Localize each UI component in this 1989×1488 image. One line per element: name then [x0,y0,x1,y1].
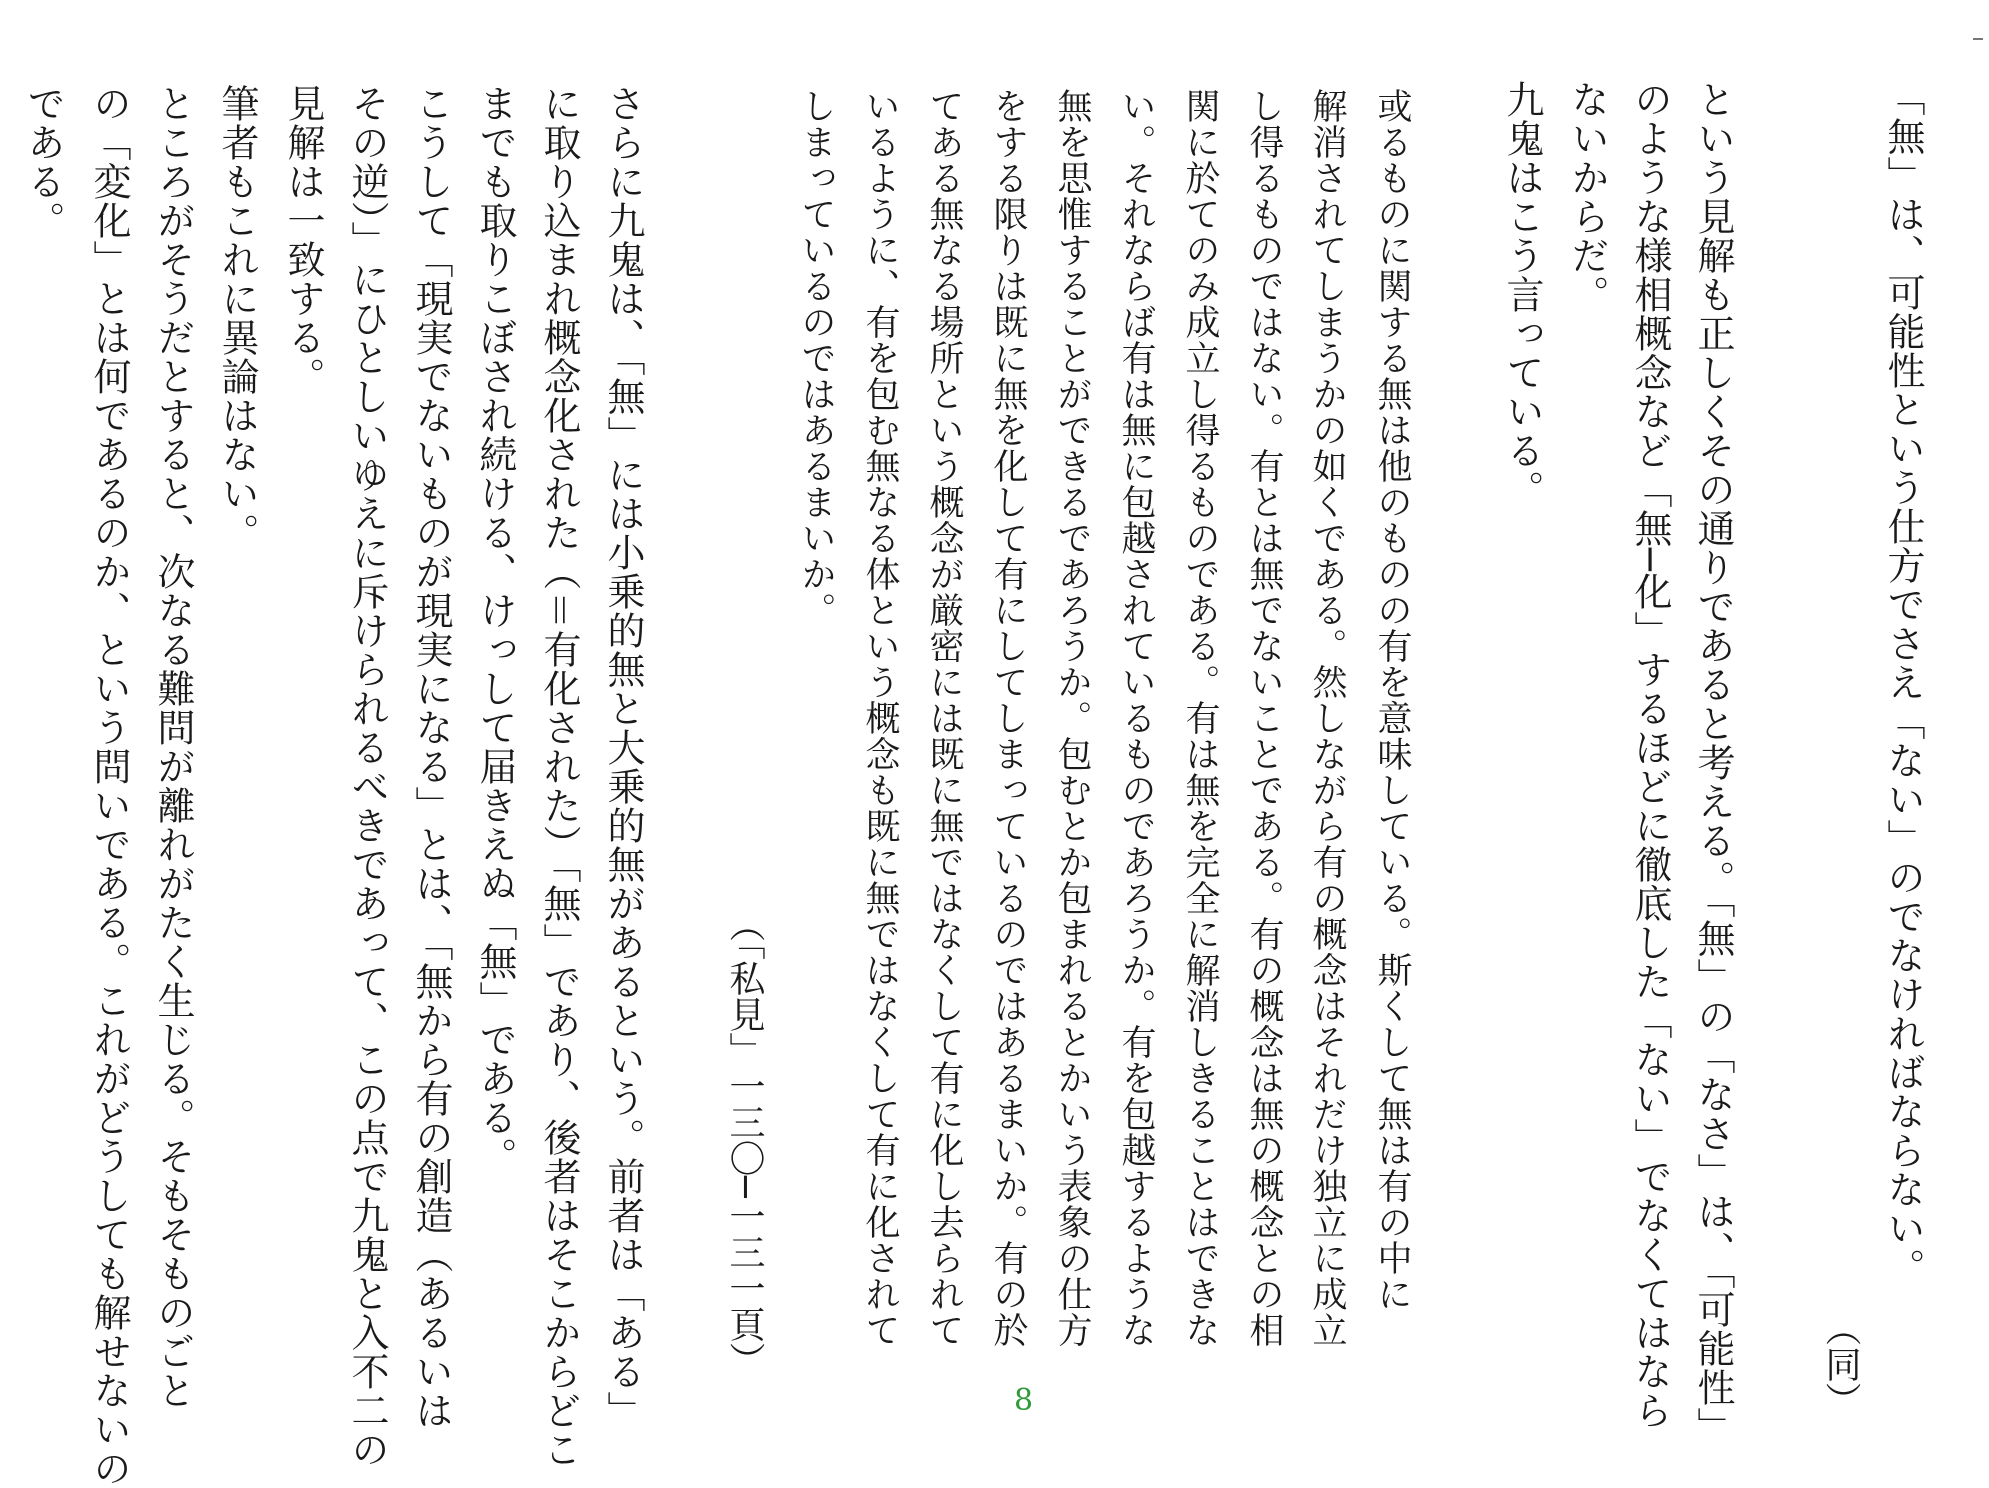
quote-column: 解消されてしまうかの如くである。然しながら有の概念はそれだけ独立に成立 [1307,88,1347,1348]
page-number: 8 [1014,1383,1034,1418]
text-column: である。 [21,84,65,240]
text-column: のような様相概念など「無─化」するほどに徹底した「ない」でなくてはなら [1628,80,1672,1430]
text-column: 「無」は、可能性という仕方でさえ「ない」のでなければならない。 [1881,78,1925,1287]
text-column: という見解も正しくその通りであると考える。「無」の「なさ」は、「可能性」 [1691,80,1735,1446]
text-column: までも取りこぼされ続ける、けっして届きえぬ「無」である。 [473,84,517,1176]
text-column: に取り込まれ概念化された（＝有化された）「無」であり、後者はそこからどこ [537,84,581,1470]
text-column: 見解は一致する。 [281,84,325,396]
quote-column: し得るものではない。有とは無でないことである。有の概念は無の概念との相 [1244,88,1284,1348]
quote-column: いるように、有を包む無なる体という概念も既に無ではなくして有に化されて [860,88,900,1348]
citation: （「私見」一三〇─一三一頁） [724,906,765,1378]
quote-column: 無を思惟することができるであろうか。包むとか包まれるとかいう表象の仕方 [1052,88,1092,1348]
text-column: 筆者もこれに異論はない。 [215,84,259,552]
text-column: の「変化」とは何であるのか、という問いである。これがどうしても解せないの [87,84,131,1488]
edge-mark [1973,38,1983,40]
quote-column: い。それならば有は無に包越されているものであろうか。有を包越するような [1116,88,1156,1348]
quote-column: 或るものに関する無は他のものの有を意味している。斯くして無は有の中に [1372,88,1412,1312]
text-column: さらに九鬼は、「無」には小乗的無と大乗的無があるという。前者は「ある」 [601,84,645,1430]
quote-column: 関に於てのみ成立し得るものである。有は無を完全に解消しきることはできな [1180,88,1220,1348]
text-column: ところがそうだとすると、次なる難問が離れがたく生じる。そもそものごと [151,84,195,1410]
text-column: こうして「現実でないものが現実になる」とは、「無から有の創造（あるいは [409,84,453,1430]
quote-column: をする限りは既に無を化して有にしてしまっているのではあるまいか。有の於 [988,88,1028,1348]
quote-column: てある無なる場所という概念が厳密には既に無ではなくして有に化し去られて [924,88,964,1348]
citation: （同） [1820,1310,1861,1418]
text-column: 九鬼はこう言っている。 [1500,80,1544,509]
quote-column: しまっているのではあるまいか。 [796,88,836,628]
text-column: その逆）」にひとしいゆえに斥けられるべきであって、この点で九鬼と入不二の [345,84,389,1469]
text-column: ないからだ。 [1565,80,1609,314]
